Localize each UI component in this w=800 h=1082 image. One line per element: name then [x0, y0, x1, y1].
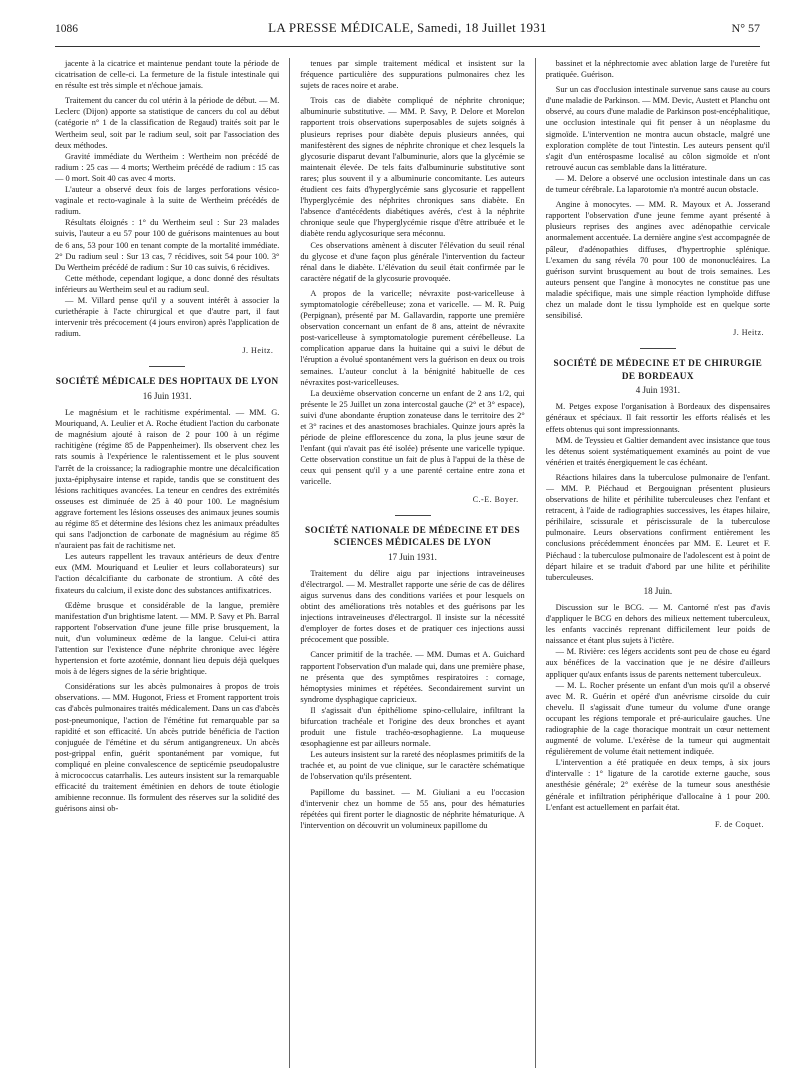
paragraph: L'intervention a été pratiquée en deux temps, à six jours d'intervalle : 1° ligature de la carotide externe gauche, sous anesthésie générale; 2° exérèse de la tumeur sous anesthésie générale et infiltration périphérique d'allocaïne à 1 pour 200. L'enfant est actuellement en parfait état. — [545, 758, 771, 812]
paragraph: Cancer primitif de la trachée. — MM. Dumas et A. Guichard rapportent l'observation d'un malade qui, dans une première phase, ne présenta que des symptômes respiratoires : cornage, hémoptysies minimes et répétées. Secondairement survint un syndrome dysphagique capricieux. — [300, 650, 525, 704]
column-2 — [300, 58, 524, 1068]
paragraph: Traitement du cancer du col utérin à la période de début. — M. Leclerc (Dijon) apporte sa statistique de cancers du col au début (catégorie n° 1 de la classification de Regaud) traités soit par le Wertheim seul, soit par le radium seul, soit par l'association des deux méthodes. — [55, 96, 280, 150]
paragraph: Trois cas de diabète compliqué de néphrite chronique; albuminurie substitutive. — MM. P. Savy, P. Delore et Morelon rapportent trois observations superposables de sujets soignés à plusieurs reprises pour diabète depuis plusieurs années, qui manifestèrent des signes de néphrite chronique et chez lesquels la glycosurie disparut devant l'albuminurie, alors que la glycémie se maintenait élevée. De tels faits d'albuminurie substitutive sont rares; plus souvent il y a albuminurie concomitante. Les auteurs étudient ces faits d'hyperglycémie sans glycosurie et rappellent l'hyperglycémie des néphrites chroniques sans diabète. En l'absence d'antécédents diabétiques avérés, c'est à la néphrite chronique seule que l'hyperglycémie risque d'être attribuée et le diabète rendu aglycosurique sera méconnu. — [300, 96, 525, 239]
paragraph: Les auteurs insistent sur la rareté des néoplasmes primitifs de la trachée et, au point de vue clinique, sur le caractère schématique de l'observation qu'ils présentent. — [300, 750, 525, 782]
divider — [149, 366, 185, 367]
paragraph: tenues par simple traitement médical et insistent sur la fréquence particulière des suppurations pulmonaires chez les sujets de races noire et arabe. — [300, 59, 525, 91]
society-heading: SOCIÉTÉ DE MÉDECINE ET DE CHIRURGIE DE BORDEAUX — [553, 358, 763, 381]
paragraph: La deuxième observation concerne un enfant de 2 ans 1/2, qui présente le 25 Juillet un zona intercostal gauche (2° et 3° espace), suivi d'une abondante éruption zonateuse dans le territoire des 2° et 3° racines et des anastomoses brachiales. Quinze jours après la période de pleine efflorescence du zona, la plus jeune sœur de l'enfant (qui n'avait pas été isolée) présente une varicelle typique. Cette observation constitue un fait de plus à l'appui de la thèse de ceux qui pensent qu'il y a une parenté certaine entre zona et varicelle. — [300, 388, 525, 487]
divider — [640, 348, 676, 349]
paragraph: A propos de la varicelle; névraxite post-varicelleuse à symptomatologie cérébelleuse; zona et varicelle. — M. R. Puig (Perpignan), présenté par M. Gallavardin, rapporte une première observation concernant un enfant de 8 ans, atteint de névraxite post-varicelleuse à symptomatologie purement cérébelleuse. La complication apparue dans la huitaine qui a suivi le début de l'éruption a évolué spontanément vers la guérison en deux ou trois semaines. L'auteur conclut à la bénignité habituelle de ces névraxites post-varicelleuses. — [300, 288, 525, 387]
paragraph: Résultats éloignés : 1° du Wertheim seul : Sur 23 malades suivis, l'auteur a eu 57 pour 100 de guérisons maintenues au bout de 6 ans, 53 pour 100 en tenant compte de la mortalité immédiate. 2° Du radium seul : Sur 13 cas, 7 récidives, soit 54 pour 100. 3° Du Wertheim précédé de radium : Sur 10 cas suivis, 6 récidives. — [55, 218, 280, 272]
article-columns — [55, 58, 770, 1068]
session-date: 17 Juin 1931. — [388, 551, 437, 562]
signature: F. de Coquet. — [715, 819, 765, 829]
paragraph: Ces observations amènent à discuter l'élévation du seuil rénal du glycose et d'une façon plus générale l'intervention du facteur rénal dans le diabète. L'élévation du seuil était confirmée par le caractère négatif de la glycosurie provoquée. — [300, 240, 525, 283]
paragraph: Traitement du délire aigu par injections intraveineuses d'électrargol. — M. Mestrallet rapporte une série de cas de délires aigus survenus dans des conditions variées et pour lesquels on obtint des améliorations très notables et des guérisons par les injections intraveineuses d'électrargol. Il insiste sur la nécessité d'employer de fortes doses et de pratiquer ces injections aussi précocement que possible. — [300, 568, 525, 645]
signature: J. Heitz. — [242, 346, 274, 356]
paragraph: — M. Villard pense qu'il y a souvent intérêt à associer la curiethérapie à l'acte chirurgical et que d'autre part, il faut intervenir très précocement (4 jours environ) après l'application de radium. — [55, 295, 280, 339]
paragraph: Angine à monocytes. — MM. R. Mayoux et A. Josserand rapportent l'observation d'une jeune femme ayant présenté à plusieurs reprises des angines avec adénopathie cervicale anormalement accentuée. La dernière angine s'est accompagnée de pâleur, d'adénopathies diffuses, d'hypertrophie splénique. L'examen du sang révéla 70 pour 100 de mononucléaires. La guérison survint brusquement au bout de trois semaines. Les auteurs pensent que l'angine à monocytes ne constitue pas une maladie spécifique, mais une simple réaction lymphoïde diffuse chez un malade dont le tissu lymphoïde est en quelque sorte sensibilisé. — [545, 200, 771, 321]
paragraph: Cette méthode, cependant logique, a donc donné des résultats inférieurs au Wertheim seul et au radium seul. — [55, 273, 280, 294]
paragraph: M. Petges expose l'organisation à Bordeaux des dispensaires généraux et spéciaux. Il fait ressortir les efforts réalisés et les effets obtenus qui sont impressionnants. — [545, 402, 771, 434]
journal-title: LA PRESSE MÉDICALE, Samedi, 18 Juillet 1931 — [268, 20, 547, 35]
session-date: 18 Juin. — [643, 585, 673, 596]
paragraph: Sur un cas d'occlusion intestinale survenue sans cause au cours d'une maladie de Parkinson. — MM. Devic, Austett et Planchu ont observé, au cours d'une maladie de Parkinson post-encéphalitique, une occlusion intestinale qui fit penser à un néoplasme du sigmoïde. L'intervention ne montra aucun obstacle, malgré une exploration complète de tout l'intestin. Les auteurs pensent qu'il s'agit d'un entérospasme localisé au côlon sigmoïde et n'ont retrouvé aucun cas semblable dans la littérature. — [545, 85, 771, 172]
divider — [395, 515, 431, 516]
paragraph: bassinet et la néphrectomie avec ablation large de l'uretère fut pratiquée. Guérison. — [545, 59, 771, 80]
column-3 — [546, 58, 770, 1068]
paragraph: L'auteur a observé deux fois de larges perforations vésico-vaginale et recto-vaginale à la suite de Wertheim précédés de radium. — [55, 185, 280, 217]
paragraph: Considérations sur les abcès pulmonaires à propos de trois observations. — MM. Hugonot, Friess et Froment rapportent trois cas d'abcès pulmonaires traités médicalement. Dans un cas d'abcès post-pneumonique, l'action de l'émétine fut remarquable par sa rapidité et son efficacité. Un abcès putride bénéficia de l'action conjuguée de l'émétine et du sérum antigangreneux. Un abcès post-grippal enfin, guérit spontanément par vomique, fut compliqué en pleine convalescence de septicémie pseudopalustre à micrococcus catarrhalis. Les auteurs insistent sur la remarquable efficacité du traitement émétinien en dehors de toute étiologie amibienne reconnue. Ils formulent des réserves sur la solidité des guérisons ainsi ob- — [55, 682, 280, 814]
paragraph: — M. Delore a observé une occlusion intestinale dans un cas de tumeur cérébrale. La laparotomie n'a montré aucun obstacle. — [545, 173, 771, 195]
session-date: 16 Juin 1931. — [142, 390, 192, 401]
paragraph: — M. L. Rocher présente un enfant d'un mois qu'il a observé avec M. R. Guérin et opéré d'un anévrisme cirsoïde du cuir chevelu. Il s'agissait d'une tumeur du volume d'une orange occupant les régions temporale et pré-auriculaire gauches. Une radiographie de la cage thoracique montrait un cœur nettement augmenté de volume. L'exérèse de la tumeur qui augmentait régulièrement de volume était nettement indiquée. — [545, 680, 771, 757]
column-divider — [289, 58, 290, 1068]
paragraph: Réactions hilaires dans la tuberculose pulmonaire de l'enfant. — MM. P. Piéchaud et Bergouignan présentent plusieurs observations de hilite et périhilite tuberculeuses chez l'enfant et retracent, à l'aide de radiographies successives, les étapes hilaire, périhilaire, scissurale et périscissurale de la tuberculose pulmonaire. Leurs observations confirment entièrement les conclusions précédemment énoncées par MM. E. Leuret et F. Piéchaud : la tuberculose pulmonaire de l'adolescent est à point de départ hilaire et se traduit d'abord par une hilite et périhilite tuberculeuses. — [545, 472, 771, 582]
paragraph: Œdème brusque et considérable de la langue, première manifestation d'un brightisme latent. — MM. P. Savy et Ph. Barral rapportent l'observation d'une jeune fille prise brusquement, la nuit, d'un volumineux œdème de la langue. Celui-ci attira l'attention sur l'existence d'une néphrite chronique avec légère hypertension et forte azotémie, donnant lieu depuis déjà quelques mois à de légers signes de la série brightique. — [55, 600, 280, 677]
paragraph: Discussion sur le BCG. — M. Cantorné n'est pas d'avis d'appliquer le BCG en dehors des milieux nettement tuberculeux, les enfants vaccinés reprenant difficilement leur poids de naissance et étant plus sujets à l'ictère. — [545, 602, 771, 646]
paragraph: Gravité immédiate du Wertheim : Wertheim non précédé de radium : 25 cas — 4 morts; Wertheim précédé de radium : 15 cas — 0 mort. Soit 40 cas avec 4 morts. — [55, 151, 280, 183]
issue-number: N° 57 — [731, 21, 760, 35]
signature: J. Heitz. — [733, 328, 765, 338]
paragraph: Les auteurs rappellent les travaux antérieurs de deux d'entre eux (MM. Mouriquand et Leulier et leurs collaborateurs) sur l'action décalcifiante du carbonate de strontium. A côté des fixateurs du calcium, il existe donc des substances antifixatrices. — [55, 552, 280, 595]
page-header — [55, 20, 760, 47]
society-heading: SOCIÉTÉ NATIONALE DE MÉDECINE ET DES SCIENCES MÉDICALES DE LYON — [305, 524, 520, 548]
paragraph: Le magnésium et le rachitisme expérimental. — MM. G. Mouriquand, A. Leulier et A. Roche étudient l'action du carbonate de magnésium ajouté à raison de 2 pour 100 à un régime rachitigène (régime 85 de Pappenheimer). Ils observent chez les rats soumis à l'expérience le ralentissement et le plus souvent l'arrêt de la croissance; la radiographie montre une décalcification juxta-épiphysaire intense et rapide, tandis que se constituent des lésions rachitiques avancées. La teneur en cendres des extrémités osseuses est diminuée de 25 à 40 pour 100. Le magnésium aggrave fortement les lésions osseuses des animaux jeunes soumis au régime 85 et détermine des lésions chez les animaux préadultes qui sans l'adjonction de carbonate de magnésium au régime 85 n'auraient pas fait de rachitisme net. — [55, 408, 280, 551]
column-1 — [55, 58, 279, 1068]
paragraph: — M. Rivière: ces légers accidents sont peu de chose eu égard aux bénéfices de la vaccination que je ne désire d'ailleurs appliquer qu'aux enfants issus de parents nettement tuberculeux. — [545, 647, 771, 679]
signature: C.-E. Boyer. — [472, 494, 519, 504]
column-divider — [535, 58, 536, 1068]
paragraph: MM. de Teyssieu et Galtier demandent avec insistance que tous les détenus soient systématiquement examinés au point de vue vénérien et traités énergiquement le cas échéant. — [545, 435, 771, 467]
paragraph: jacente à la cicatrice et maintenue pendant toute la période de cicatrisation de celle-ci. La fermeture de la fistule intestinale qui en résulte est très simple et n'échoue jamais. — [55, 59, 280, 91]
session-date: 4 Juin 1931. — [635, 385, 680, 396]
paragraph: Il s'agissait d'un épithéliome spino-cellulaire, infiltrant la bifurcation trachéale et l'origine des deux bronches et ayant produit une fistule trachéo-œsophagienne. La muqueuse œsophagienne est par ailleurs normale. — [300, 705, 525, 749]
page-number: 1086 — [55, 23, 78, 35]
paragraph: Papillome du bassinet. — M. Giuliani a eu l'occasion d'intervenir chez un homme de 55 ans, pour des hématuries répétées qui firent porter le diagnostic de néphrite hématurique. A l'intervention on découvrit un volumineux papillome du — [300, 787, 525, 830]
society-heading: SOCIÉTÉ MÉDICALE DES HOPITAUX DE LYON — [55, 376, 279, 387]
